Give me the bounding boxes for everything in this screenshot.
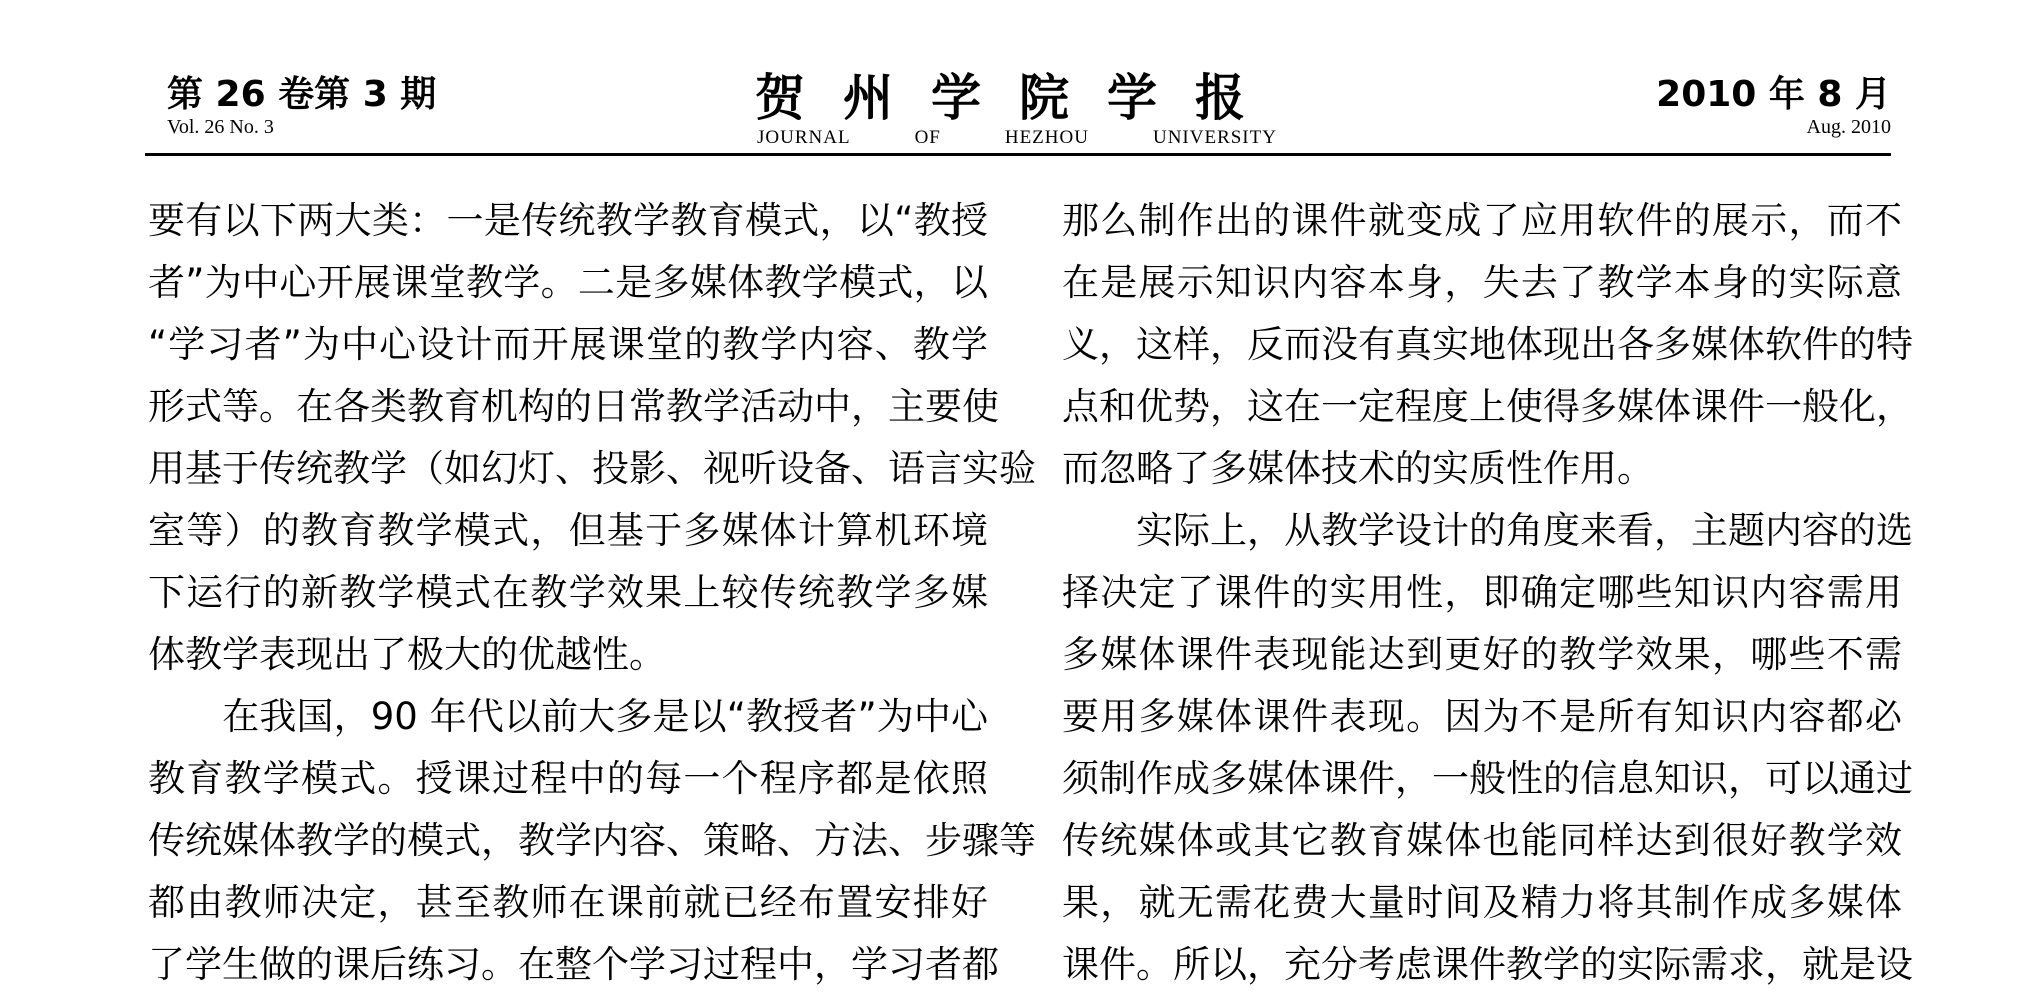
journal-title-cn: 贺州学院学报 [755, 69, 1283, 127]
text-line: 要用多媒体课件表现。因为不是所有知识内容都必 [1062, 695, 1902, 738]
text-line: 用基于传统教学（如幻灯、投影、视听设备、语言实验 [148, 447, 1036, 490]
text-line: 点和优势，这在一定程度上使得多媒体课件一般化， [1062, 385, 1913, 428]
text-line: 要有以下两大类：一是传统教学教育模式，以“教授 [148, 199, 988, 242]
right-column [1062, 190, 1913, 996]
text-line: 择决定了课件的实用性，即确定哪些知识内容需用 [1062, 571, 1902, 614]
text-line: 义，这样，反而没有真实地体现出各多媒体软件的特 [1062, 323, 1913, 366]
header-rule [145, 153, 1891, 156]
page-header [145, 50, 1891, 156]
text-line: 了学生做的课后练习。在整个学习过程中，学习者都 [148, 943, 999, 986]
text-line: 实际上，从教学设计的角度来看，主题内容的选 [1062, 509, 1913, 552]
left-column [148, 190, 1036, 996]
text-line: 下运行的新教学模式在教学效果上较传统教学多媒 [148, 571, 988, 614]
volume-issue-cn: 第 26 卷第 3 期 [167, 74, 437, 115]
text-line: 那么制作出的课件就变成了应用软件的展示，而不 [1062, 199, 1902, 242]
text-line: 在我国，90 年代以前大多是以“教授者”为中心 [148, 695, 988, 738]
text-line: 体教学表现出了极大的优越性。 [148, 633, 666, 676]
text-line: 传统媒体或其它教育媒体也能同样达到很好教学效 [1062, 819, 1902, 862]
text-line: 课件。所以，充分考虑课件教学的实际需求，就是设 [1062, 943, 1913, 986]
publication-date-en: Aug. 2010 [1806, 116, 1891, 138]
text-line: 者”为中心开展课堂教学。二是多媒体教学模式，以 [148, 261, 988, 304]
journal-title-en-word: HEZHOU [1004, 127, 1089, 148]
text-line: 须制作成多媒体课件，一般性的信息知识，可以通过 [1062, 757, 1913, 800]
text-line: 教育教学模式。授课过程中的每一个程序都是依照 [148, 757, 988, 800]
text-line: 而忽略了多媒体技术的实质性作用。 [1062, 447, 1654, 490]
text-line: 多媒体课件表现能达到更好的教学效果，哪些不需 [1062, 633, 1902, 676]
journal-title-en-word: OF [914, 127, 941, 148]
volume-issue-en: Vol. 26 No. 3 [167, 116, 274, 138]
text-line: 传统媒体教学的模式，教学内容、策略、方法、步骤等 [148, 819, 1036, 862]
text-line: 果，就无需花费大量时间及精力将其制作成多媒体 [1062, 881, 1902, 924]
publication-date-cn: 2010 年 8 月 [1656, 74, 1891, 115]
journal-title-en [757, 127, 1277, 149]
text-line: 都由教师决定，甚至教师在课前就已经布置安排好 [148, 881, 988, 924]
text-line: 在是展示知识内容本身，失去了教学本身的实际意 [1062, 261, 1902, 304]
journal-title-en-word: JOURNAL [757, 127, 851, 148]
text-line: 形式等。在各类教育机构的日常教学活动中，主要使 [148, 385, 999, 428]
text-line: 室等）的教育教学模式，但基于多媒体计算机环境 [148, 509, 988, 552]
journal-title-en-word: UNIVERSITY [1152, 127, 1277, 148]
text-line: “学习者”为中心设计而开展课堂的教学内容、教学 [148, 323, 988, 366]
